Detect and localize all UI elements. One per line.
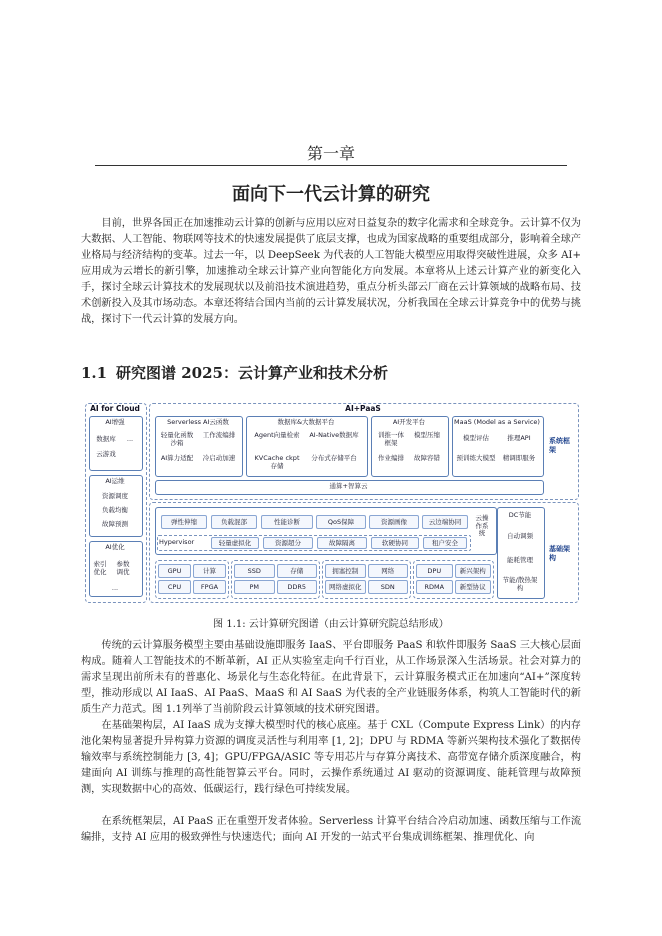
ai-opt-title: AI优化 xyxy=(105,543,125,551)
serverless-item: 轻量化函数沙箱 xyxy=(160,431,194,447)
ai-ops-title: AI运维 xyxy=(105,477,125,485)
body-paragraph: 在基础架构层，AI IaaS 成为支撑大模型时代的核心底座。基于 CXL（Compute Express Link）的内存池化架构显著提升异构算力资源的调度灵活性与利用率 [1, 2]；DPU 与 RDMA 等新兴架构技术强化了数据传输效率与系统控制能力 [3, 4]；GPU/FPGA/ASIC 等专用芯片与存算分离技术、高带宽存储介质深度融合，构建面向 AI 训练与推理的高性能智算云平台。同时，云操作系统通过 AI 驱动的资源调度、能耗管理与故障预测，实现数据中心的高效、低碳运行，践行绿色可持续发展。 xyxy=(81,720,581,795)
dc-title: DC节能 xyxy=(508,511,532,519)
system-layer-label: 系统框架 xyxy=(549,437,570,454)
database-item: AI-Native数据库 xyxy=(309,431,359,439)
ai-dev-title: AI开发平台 xyxy=(392,418,426,426)
ai-enhance-item: ... xyxy=(126,435,134,443)
hardware-item: PM xyxy=(234,580,275,594)
ai-opt-item: 参数调优 xyxy=(116,560,130,576)
ai-opt-item: ... xyxy=(111,584,119,592)
cloud-os-item: 弹性伸缩 xyxy=(161,515,207,529)
ai-dev-item: 模型压缩 xyxy=(414,431,440,439)
hardware-item: 新兴架构 xyxy=(455,564,492,578)
hardware-item: 拥塞控制 xyxy=(325,564,366,578)
cloud-os-label: 云操作系统 xyxy=(475,514,489,537)
general-cloud-label: 通算+智算云 xyxy=(329,482,368,490)
dc-item: 能耗管理 xyxy=(507,556,533,564)
hypervisor-item: 软硬协同 xyxy=(371,537,419,549)
cloud-os-item: 资源画像 xyxy=(369,515,419,529)
cloud-os-item: QoS保障 xyxy=(316,515,366,529)
dc-item: 自动调频 xyxy=(507,532,533,540)
hardware-item: DPU xyxy=(416,564,453,578)
ai-paas-label: AI+PaaS xyxy=(345,404,381,413)
serverless-item: 冷启动加速 xyxy=(202,454,236,462)
infra-layer-label: 基础架构 xyxy=(549,545,570,562)
maas-item: 推理API xyxy=(507,434,531,442)
hypervisor-item: 轻量虚拟化 xyxy=(211,537,259,549)
ai-dev-item: 故障容错 xyxy=(414,454,440,462)
section-number: 1.1 xyxy=(81,364,108,382)
hardware-item: FPGA xyxy=(193,580,226,594)
cloud-os-item: 云边端协同 xyxy=(422,515,468,529)
serverless-item: 工作流编排 xyxy=(202,431,236,439)
chapter-heading: 第一章 xyxy=(306,144,355,163)
dc-item: 节能/散热架构 xyxy=(502,576,538,592)
hardware-item: 新型协议 xyxy=(455,580,492,594)
maas-title: MaaS (Model as a Service) xyxy=(454,418,540,426)
database-title: 数据库&大数据平台 xyxy=(277,418,335,426)
cloud-os-item: 性能诊断 xyxy=(261,515,313,529)
section-title: 研究图谱 2025：云计算产业和技术分析 xyxy=(116,364,388,382)
figure-caption: 图 1.1: 云计算研究图谱（由云计算研究院总结形成） xyxy=(213,619,449,630)
hardware-item: CPU xyxy=(158,580,191,594)
hypervisor-item: 租户安全 xyxy=(423,537,467,549)
serverless-item: AI算力适配 xyxy=(160,454,194,462)
hardware-item: 存储 xyxy=(277,564,318,578)
hardware-item: GPU xyxy=(158,564,191,578)
hypervisor-item: 资源超分 xyxy=(263,537,313,549)
hypervisor-item: 故障隔离 xyxy=(317,537,367,549)
hardware-item: 计算 xyxy=(193,564,226,578)
hypervisor-label: Hypervisor xyxy=(159,538,195,546)
hardware-item: SSD xyxy=(234,564,275,578)
body-paragraph: 传统的云计算服务模型主要由基础设施即服务 IaaS、平台即服务 PaaS 和软件即服务 SaaS 三大核心层面构成。随着人工智能技术的不断革新，AI 正从实验室走向千行百业，从工作场景深入生活场景。社会对算力的需求呈现出前所未有的普惠化、场景化与生态化特征。在此背景下，云计算服务模式正在加速向“AI+”深度转型，推动形成以 AI IaaS、AI PaaS、MaaS 和 AI SaaS 为代表的全产业链服务体系，构筑人工智能时代的新质生产力范式。图 1.1列举了当前阶段云计算领域的技术研究图谱。 xyxy=(81,640,581,715)
hardware-item: 网络 xyxy=(368,564,409,578)
ai-enhance-title: AI增强 xyxy=(105,418,125,426)
database-item: Agent向量检索 xyxy=(254,431,300,439)
hardware-item: SDN xyxy=(368,580,409,594)
database-item: 分布式存储平台 xyxy=(311,454,357,462)
cloud-os-item: 负载混部 xyxy=(211,515,257,529)
chapter-rule xyxy=(95,165,567,166)
serverless-title: Serverless AI云函数 xyxy=(167,418,229,426)
ai-ops-item: 负载均衡 xyxy=(102,506,128,514)
section-heading xyxy=(81,362,388,383)
intro-paragraph: 目前，世界各国正在加速推动云计算的创新与应用以应对日益复杂的数字化需求和全球竞争。云计算不仅为大数据、人工智能、物联网等技术的快速发展提供了底层支撑，也成为国家战略的重要组成部分，影响着全球产业格局与经济结构的变革。过去一年，以 DeepSeek 为代表的人工智能大模型应用取得突破性进展，众多 AI+ 应用成为云增长的新引擎，加速推动全球云计算产业向智能化方向发展。本章将从上述云计算产业的新变化入手，探讨全球云计算技术的发展现状以及前沿技术演进趋势，重点分析头部云厂商在云计算领域的战略布局、技术创新投入及其市场动态。本章还将结合国内当前的云计算发展状况，分析我国在全球云计算竞争中的优势与挑战，探讨下一代云计算的发展方向。 xyxy=(81,218,581,325)
ai-opt-item: 索引优化 xyxy=(93,560,107,576)
maas-item: 模型评估 xyxy=(463,434,489,442)
maas-item: 精调即服务 xyxy=(502,454,536,462)
body-paragraph: 在系统框架层，AI PaaS 正在重塑开发者体验。Serverless 计算平台结合冷启动加速、函数压缩与工作流编排，支持 AI 应用的极致弹性与快速迭代；面向 AI 开发的一站式平台集成训练框架、推理优化、向 xyxy=(81,816,581,843)
ai-ops-item: 故障预测 xyxy=(102,520,128,528)
ai-dev-item: 作业编排 xyxy=(378,454,404,462)
maas-item: 预训练大模型 xyxy=(456,454,496,462)
research-map-figure xyxy=(83,403,579,605)
ai-dev-item: 训推一体框架 xyxy=(378,431,404,447)
ai-enhance-item: 数据库 xyxy=(96,435,116,443)
database-item: KVCache ckpt存储 xyxy=(254,454,300,470)
hardware-item: 网络虚拟化 xyxy=(325,580,366,594)
hardware-item: RDMA xyxy=(416,580,453,594)
ai-enhance-item: 云游戏 xyxy=(96,450,116,458)
chapter-title: 面向下一代云计算的研究 xyxy=(232,184,430,205)
hardware-item: DDR5 xyxy=(277,580,318,594)
ai-for-cloud-label: AI for Cloud xyxy=(90,404,140,413)
ai-ops-item: 资源调度 xyxy=(102,492,128,500)
